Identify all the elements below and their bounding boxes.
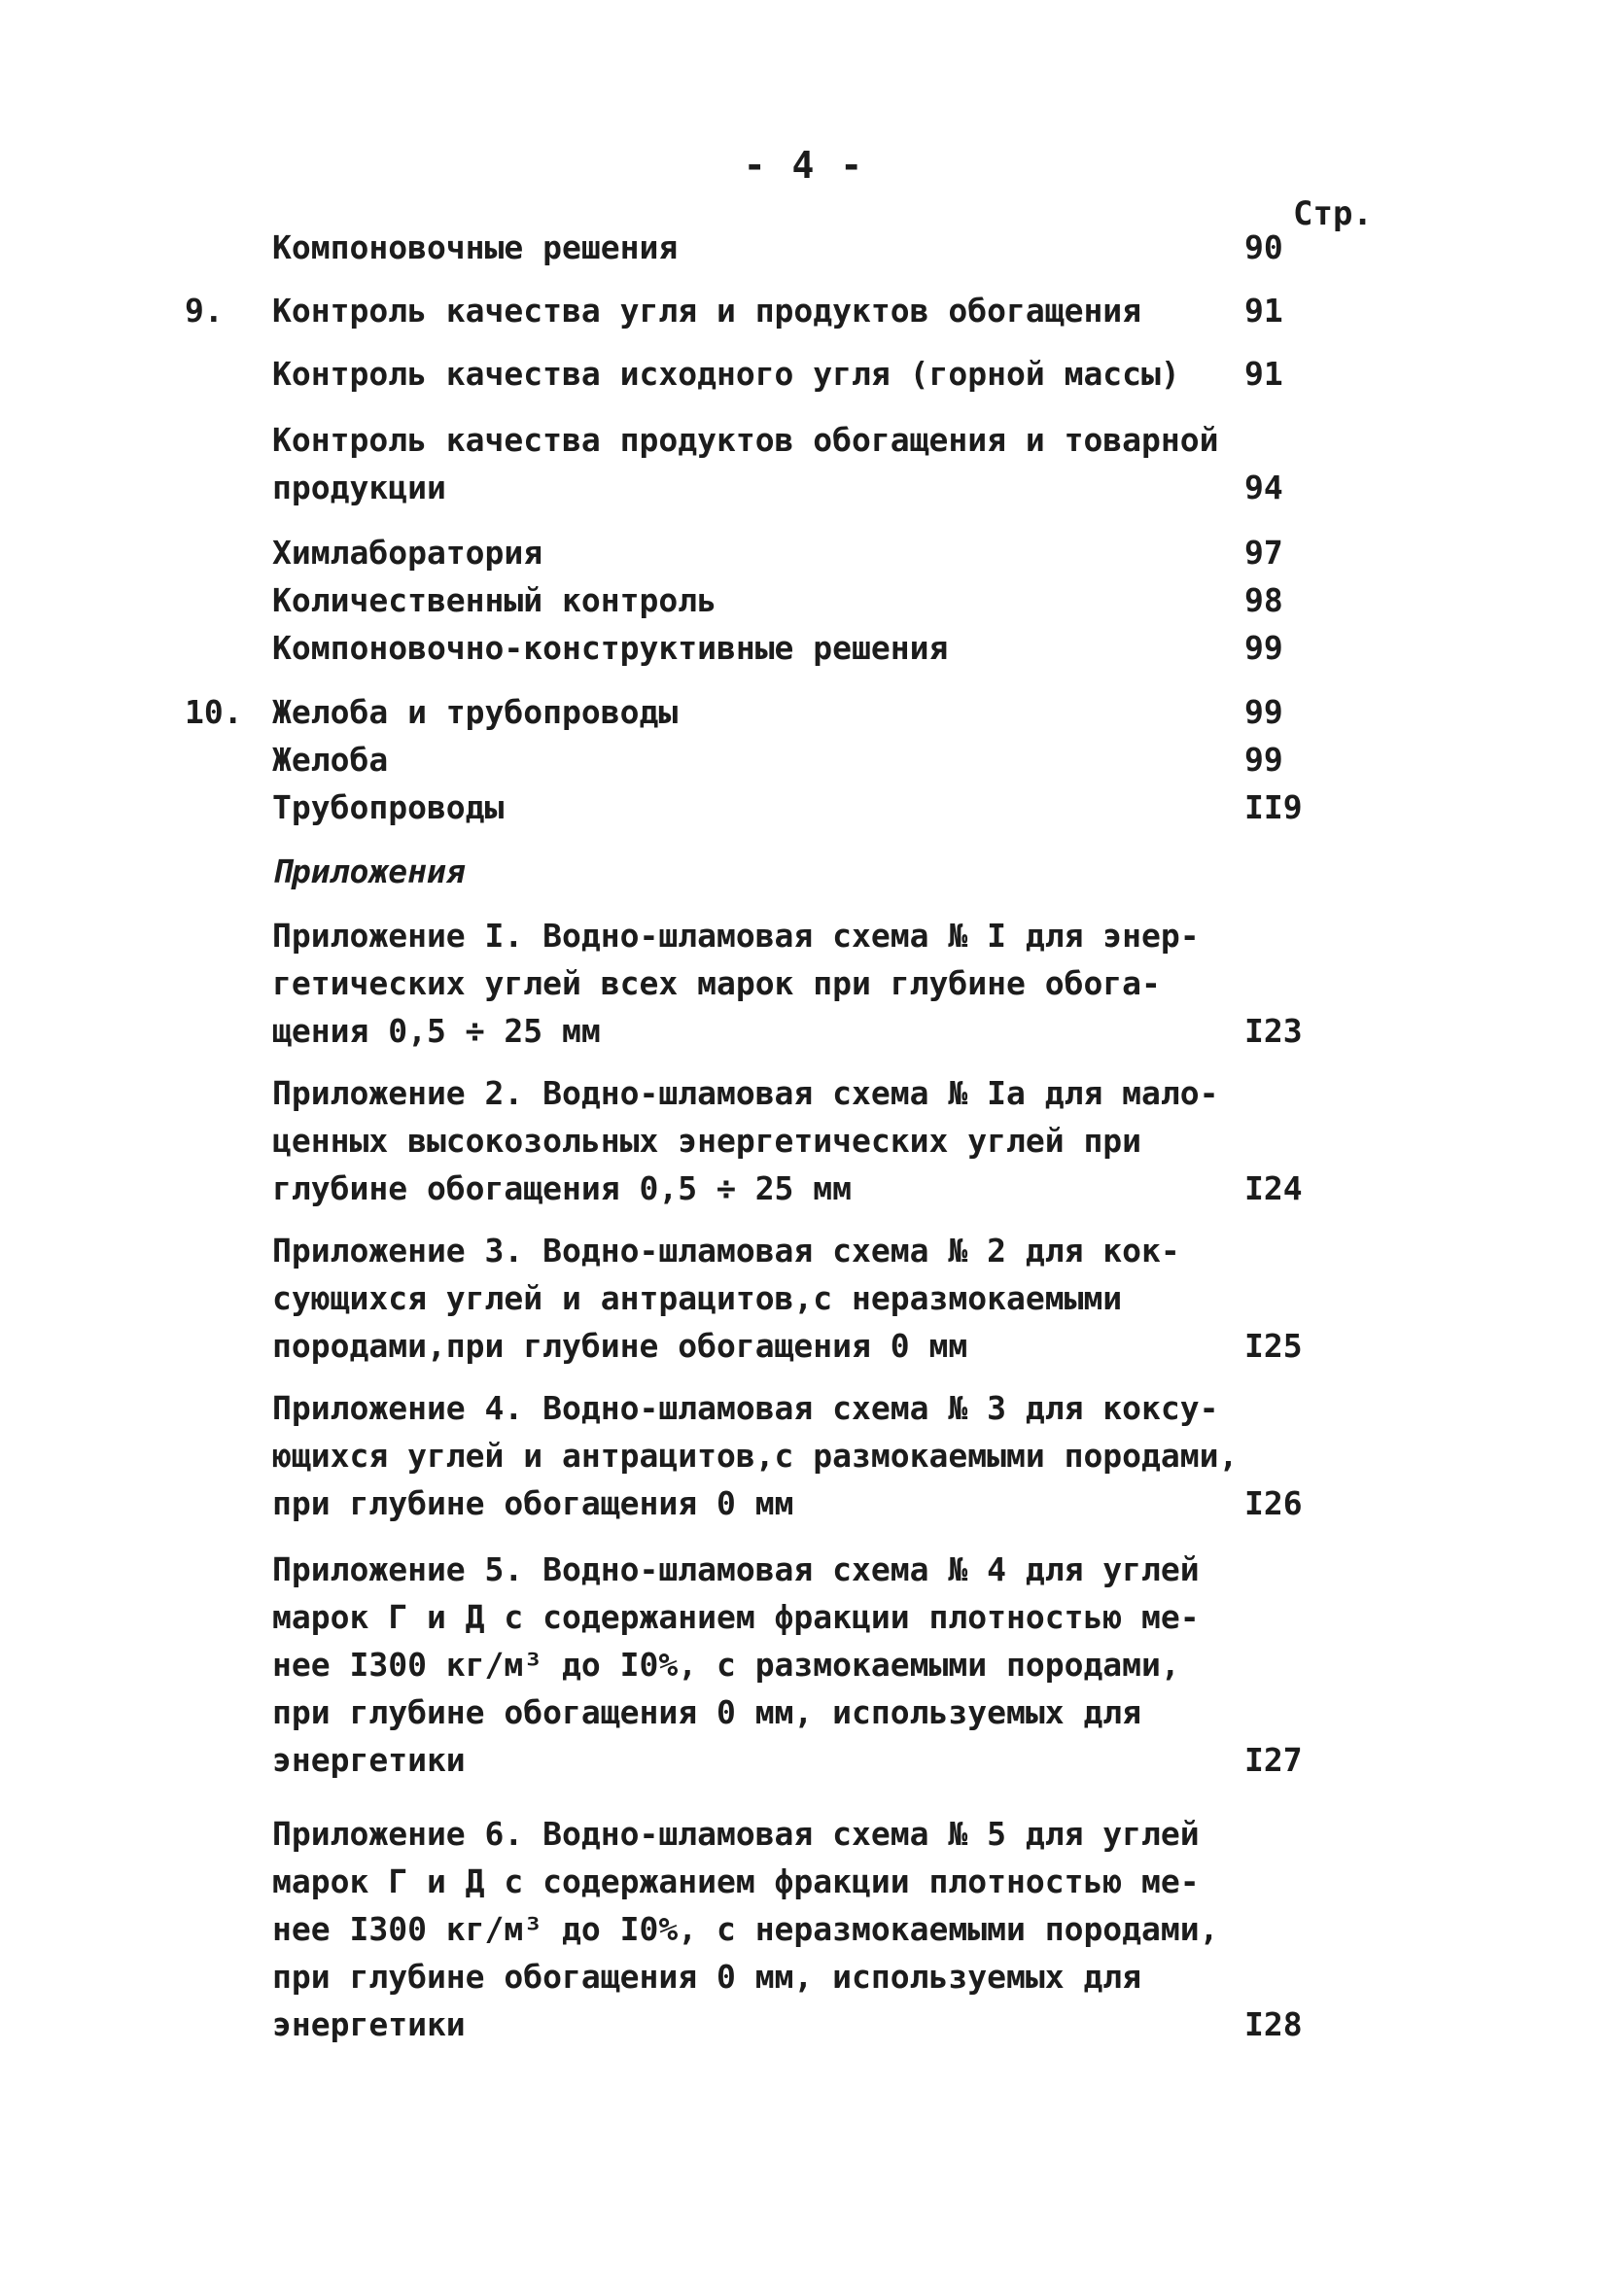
toc-entry bbox=[272, 1546, 1351, 1784]
entry-text: Количественный контроль bbox=[272, 581, 717, 619]
entry-text: Приложения bbox=[272, 852, 466, 890]
toc-entry bbox=[272, 350, 1351, 398]
entry-text: Приложение 2. Водно-шламовая схема № Iа для мало- ценных высокозольных энергетических углей при глубине обогащения 0,5 ÷ 25 мм bbox=[272, 1074, 1219, 1207]
toc-entry bbox=[272, 1810, 1351, 2048]
toc-entry bbox=[272, 1227, 1351, 1370]
page-ref: 97 bbox=[1244, 534, 1283, 572]
page-ref: I26 bbox=[1244, 1484, 1303, 1522]
page-ref: 99 bbox=[1244, 629, 1283, 667]
entry-text: Компоновочные решения bbox=[272, 228, 679, 266]
page-ref: 91 bbox=[1244, 355, 1283, 393]
toc-entry bbox=[272, 1384, 1351, 1527]
page-ref: 91 bbox=[1244, 292, 1283, 330]
page-ref: I25 bbox=[1244, 1327, 1303, 1365]
page-column-header: Стр. bbox=[1293, 194, 1373, 233]
page-ref: I27 bbox=[1244, 1741, 1303, 1779]
entry-text: Приложение 6. Водно-шламовая схема № 5 для углей марок Г и Д с содержанием фракции плотностью ме- нее I300 кг/м³ до I0%, с неразмокаемыми породами, при глубине обогащения 0 мм, используемых для энергетики bbox=[272, 1815, 1219, 2043]
entry-text: Химлаборатория bbox=[272, 534, 543, 572]
entry-text: Приложение 5. Водно-шламовая схема № 4 для углей марок Г и Д с содержанием фракции плотностью ме- нее I300 кг/м³ до I0%, с размокаемыми породами, при глубине обогащения 0 мм, используемых для энергетики bbox=[272, 1550, 1200, 1779]
page-ref: II9 bbox=[1244, 788, 1303, 826]
toc-entry bbox=[185, 287, 1351, 334]
entry-text: Компоновочно-конструктивные решения bbox=[272, 629, 949, 667]
entry-text: Трубопроводы bbox=[272, 788, 505, 826]
toc-entry bbox=[272, 224, 1351, 271]
section-number: 9. bbox=[185, 292, 224, 330]
entry-text: Приложение 3. Водно-шламовая схема № 2 для кок- сующихся углей и антрацитов,с неразмокаемыми породами,при глубине обогащения 0 мм bbox=[272, 1232, 1180, 1365]
toc-entry bbox=[272, 624, 1351, 672]
toc-entry bbox=[272, 736, 1351, 783]
entry-text: Контроль качества угля и продуктов обогащения bbox=[272, 292, 1142, 330]
toc-entry bbox=[272, 529, 1351, 576]
page-ref: 94 bbox=[1244, 469, 1283, 506]
entry-text: Приложение 4. Водно-шламовая схема № 3 для коксу- ющихся углей и антрацитов,с размокаемыми породами, при глубине обогащения 0 мм bbox=[272, 1389, 1239, 1522]
page-ref: 90 bbox=[1244, 228, 1283, 266]
page-ref: 99 bbox=[1244, 741, 1283, 779]
entry-text: Желоба и трубопроводы bbox=[272, 693, 679, 731]
page-number: - 4 - bbox=[743, 144, 865, 187]
toc-entry bbox=[272, 912, 1351, 1055]
toc-entry bbox=[272, 783, 1351, 831]
page-ref: 98 bbox=[1244, 581, 1283, 619]
section-number: 10. bbox=[185, 693, 243, 731]
toc-entry bbox=[272, 416, 1351, 511]
page-ref: 99 bbox=[1244, 693, 1283, 731]
entry-text: Желоба bbox=[272, 741, 389, 779]
entry-text: Контроль качества продуктов обогащения и товарной продукции bbox=[272, 421, 1219, 506]
toc-entry bbox=[272, 1069, 1351, 1212]
toc-entry bbox=[272, 576, 1351, 624]
page-ref: I23 bbox=[1244, 1012, 1303, 1050]
entry-text: Приложение I. Водно-шламовая схема № I для энер- гетических углей всех марок при глубине обога- щения 0,5 ÷ 25 мм bbox=[272, 917, 1200, 1050]
toc-entry bbox=[185, 688, 1351, 736]
toc-section-heading bbox=[272, 848, 1351, 895]
page-ref: I24 bbox=[1244, 1169, 1303, 1207]
entry-text: Контроль качества исходного угля (горной массы) bbox=[272, 355, 1180, 393]
page-ref: I28 bbox=[1244, 2005, 1303, 2043]
